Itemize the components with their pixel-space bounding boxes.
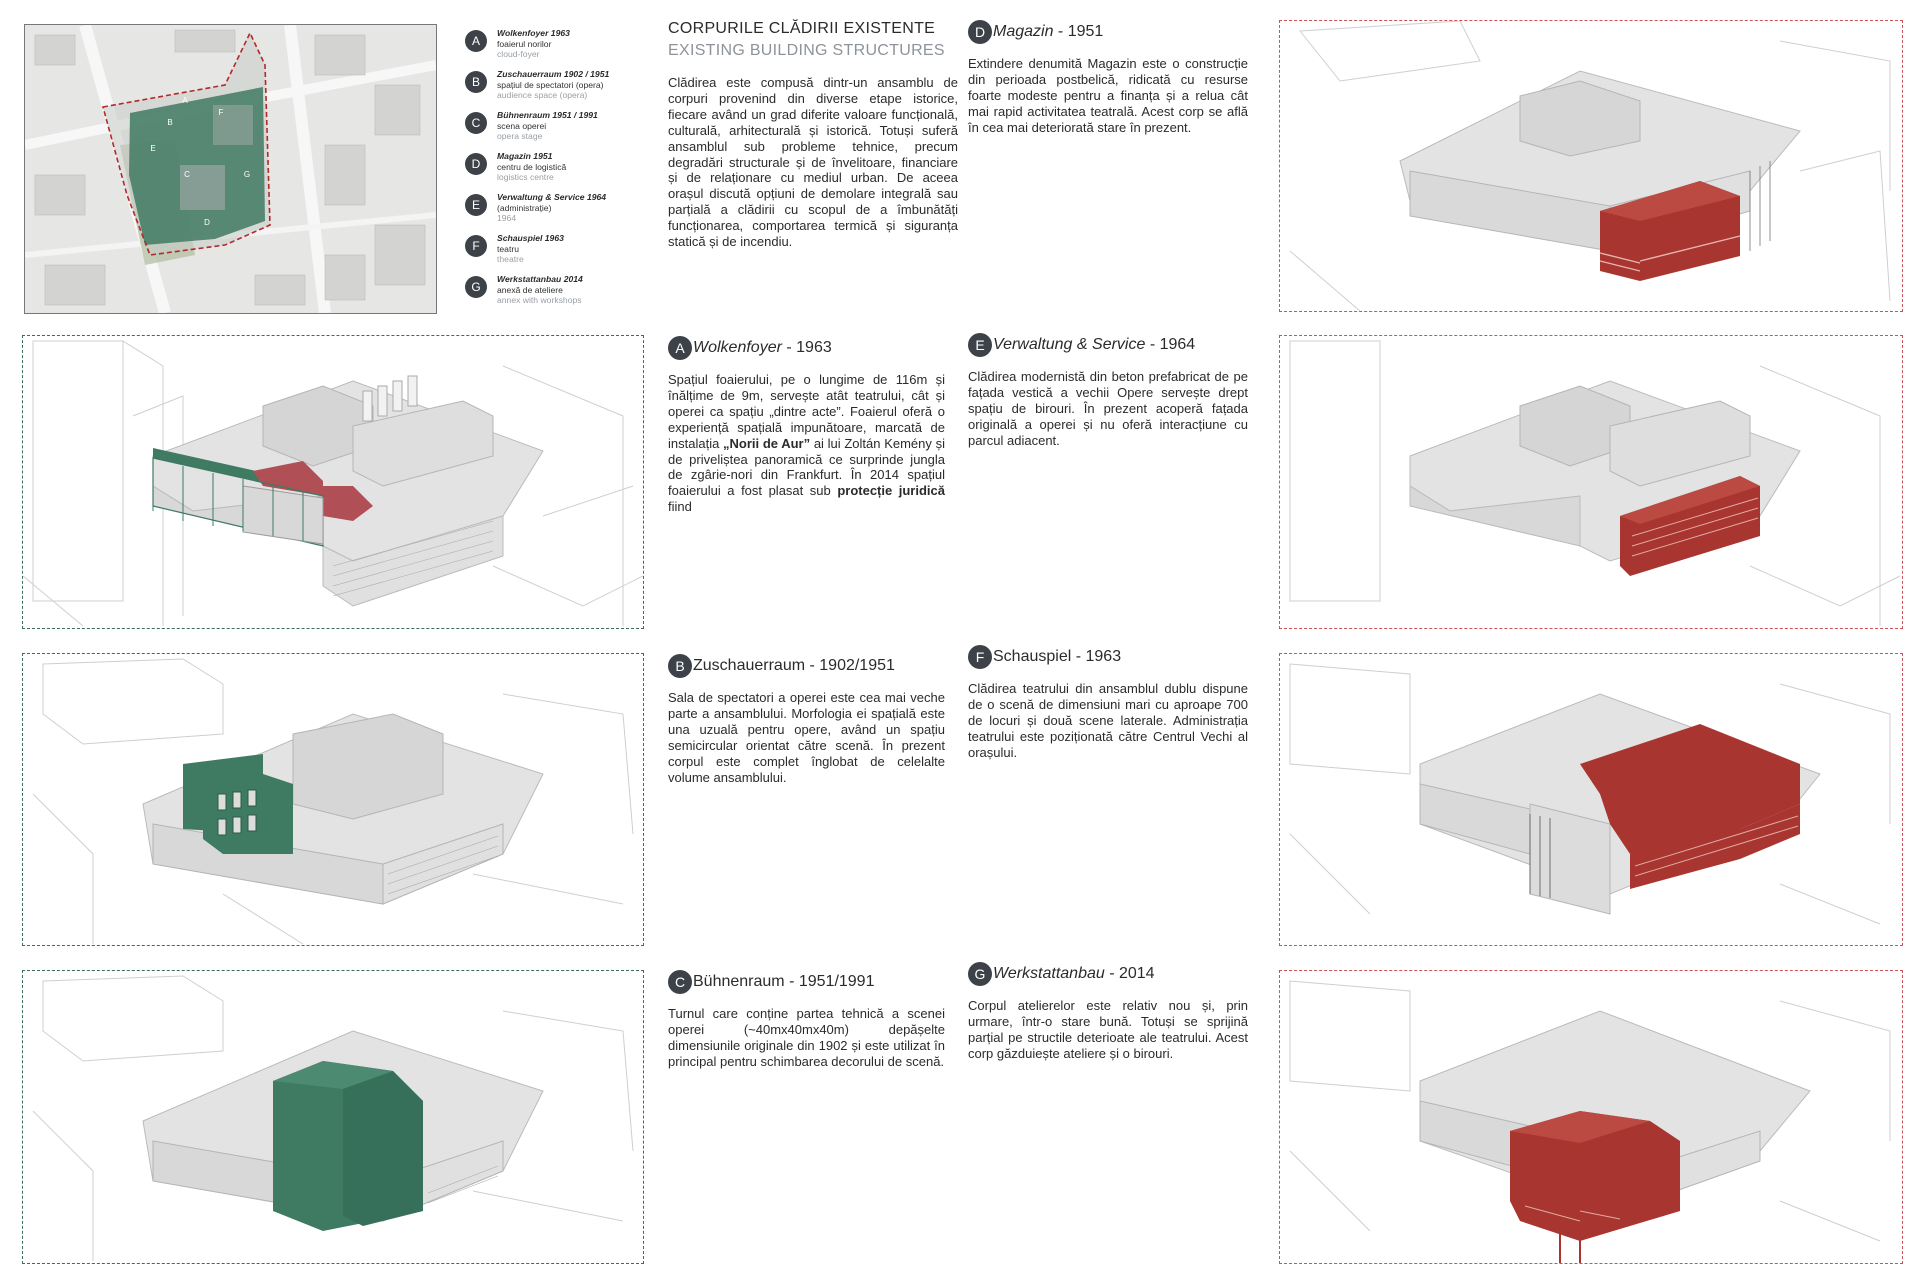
legend-en: theatre	[497, 254, 524, 264]
legend-title: Schauspiel 1963	[497, 233, 564, 243]
section-name: Verwaltung & Service	[993, 336, 1146, 353]
legend-title: Magazin 1951	[497, 151, 553, 161]
section-name: Schauspiel	[993, 648, 1072, 665]
section-year: - 2014	[1104, 965, 1155, 982]
section-text: Corpul atelierelor este relativ nou și, prin urmare, într-o stare bună. Totuși se sprijină parțial pe structile deterioate ale teatrului. Acest corp găzduiește ateliere și o birouri.	[968, 998, 1248, 1061]
heading-block	[668, 20, 958, 250]
axonometry-a	[22, 335, 644, 629]
legend-badge: C	[465, 112, 487, 134]
legend-en: cloud-foyer	[497, 49, 540, 59]
heading-ro: CORPURILE CLĂDIRII EXISTENTE	[668, 20, 936, 37]
legend	[465, 28, 665, 315]
legend-badge: B	[465, 71, 487, 93]
axonometry-e	[1279, 335, 1903, 629]
legend-badge: D	[465, 153, 487, 175]
axonometry-f	[1279, 653, 1903, 946]
section-badge: B	[668, 654, 692, 678]
map-label-c: C	[184, 170, 190, 179]
legend-sub: scena operei	[497, 120, 547, 131]
map-label-g: G	[243, 170, 251, 179]
section-name: Wolkenfoyer	[693, 339, 782, 356]
section-year: - 1964	[1145, 336, 1196, 353]
legend-badge: F	[465, 235, 487, 257]
legend-title: Zuschauerraum 1902 / 1951	[497, 69, 610, 79]
legend-sub: teatru	[497, 243, 519, 254]
heading-en: EXISTING BUILDING STRUCTURES	[668, 42, 945, 59]
section-b	[668, 654, 945, 785]
legend-sub: foaierul norilor	[497, 38, 552, 49]
section-e	[968, 333, 1248, 449]
legend-sub: centru de logistică	[497, 161, 567, 172]
section-text: Sala de spectatori a operei este cea mai veche parte a ansamblului. Morfologia ei spațială este una uzuală pentru opere, având un spațiu semicircular orientat către scenă. În prezent corpul este complet înglobat de celelalte volume ansamblului.	[668, 690, 945, 785]
legend-item-b	[465, 69, 665, 109]
map-label-a: A	[182, 96, 188, 105]
legend-en: 1964	[497, 213, 517, 223]
section-year: - 1951	[1053, 23, 1104, 40]
legend-en: audience space (opera)	[497, 90, 588, 100]
section-year: - 1951/1991	[784, 973, 875, 990]
section-text: Clădirea modernistă din beton prefabricat de pe fațada vestică a vechii Opere servește drept spațiu de birouri. În prezent acoperă fațada originală a operei și nu oferă interacțiune cu parcul adiacent.	[968, 369, 1248, 448]
section-g	[968, 962, 1248, 1062]
legend-title: Bühnenraum 1951 / 1991	[497, 110, 598, 120]
section-badge: E	[968, 333, 992, 357]
section-a	[668, 336, 945, 515]
section-year: - 1963	[781, 339, 832, 356]
axonometry-d	[1279, 20, 1903, 312]
legend-badge: E	[465, 194, 487, 216]
legend-badge: G	[465, 276, 487, 298]
section-badge: C	[668, 970, 692, 994]
legend-item-d	[465, 151, 665, 191]
legend-en: annex with workshops	[497, 295, 582, 305]
legend-en: opera stage	[497, 131, 543, 141]
legend-item-a	[465, 28, 665, 68]
section-badge: G	[968, 962, 992, 986]
section-text: Turnul care conține partea tehnică a scenei operei (~40mx40mx40m) depășelte dimensiunile originale din 1902 și este utilizat în principal pentru schimbarea decorului de scenă.	[668, 1006, 945, 1069]
legend-sub: (administrație)	[497, 202, 552, 213]
section-c	[668, 970, 945, 1070]
axonometry-g	[1279, 970, 1903, 1264]
section-year: - 1902/1951	[805, 657, 895, 674]
axonometry-b	[22, 653, 644, 946]
section-name: Werkstattanbau	[993, 965, 1105, 982]
site-map	[24, 24, 437, 314]
site-map-drawing	[25, 25, 436, 313]
legend-sub: spațiul de spectatori (opera)	[497, 79, 604, 90]
section-name: Zuschauerraum	[693, 657, 806, 674]
map-label-f: F	[218, 108, 224, 117]
legend-title: Verwaltung & Service 1964	[497, 192, 607, 202]
legend-item-g	[465, 274, 665, 314]
legend-item-c	[465, 110, 665, 150]
legend-badge: A	[465, 30, 487, 52]
section-text: Spațiul foaierului, pe o lungime de 116m și înălțime de 9m, servește atât teatrului, cât și operei ca spațiu „dintre acte”. Foaierul oferă o experiență spațială impunătoare, marcată de instalația „Norii de Aur” ai lui Zoltán Kemény și de priveliștea panoramică ce surprinde jungla de zgârie-nori din Frankfurt. În 2014 spațiul foaierului a fost plasat sub protecție juridică fiind	[668, 372, 945, 515]
section-badge: D	[968, 20, 992, 44]
section-text: Clădirea teatrului din ansamblul dublu dispune de o scenă de dimensiuni mari cu aproape 700 de locuri și două scene laterale. Administrația teatrului este poziționată către Centrul Vechi al orașului.	[968, 681, 1248, 760]
map-label-d: D	[204, 218, 210, 227]
section-f	[968, 645, 1248, 761]
map-label-b: B	[167, 118, 173, 127]
axonometry-c	[22, 970, 644, 1264]
legend-title: Wolkenfoyer 1963	[497, 28, 570, 38]
map-label-e: E	[150, 144, 156, 153]
legend-item-e	[465, 192, 665, 232]
section-badge: A	[668, 336, 692, 360]
legend-title: Werkstattanbau 2014	[497, 274, 583, 284]
legend-item-f	[465, 233, 665, 273]
section-name: Bühnenraum	[693, 973, 785, 990]
intro-text: Clădirea este compusă dintr-un ansamblu de corpuri provenind din diverse etape istorice, fiecare având un grad diferite valoare funcțională, culturală, arhitecturală și istorică. Totuși suferă ansamblul sub probleme tehnice, precum degradări structurale și de învelitoare, financiare și de relaționare cu mediul urban. De aceea orașul discută opțiuni de demolare integrală sau parțială a clădirii cu scopul de a îmbunătăți funcționarea, comportarea termică și siguranța statică și de incendiu.	[668, 75, 958, 250]
section-year: - 1963	[1071, 648, 1122, 665]
legend-sub: anexă de ateliere	[497, 284, 563, 295]
legend-en: logistics centre	[497, 172, 554, 182]
section-badge: F	[968, 645, 992, 669]
section-name: Magazin	[993, 23, 1054, 40]
section-d	[968, 20, 1248, 136]
section-text: Extindere denumită Magazin este o construcție din perioada postbelică, ridicată cu resurse foarte modeste pentru a finanța și a relua cât mai rapid activitatea teatrală. Acest corp se află în cea mai deteriorată stare în prezent.	[968, 56, 1248, 135]
